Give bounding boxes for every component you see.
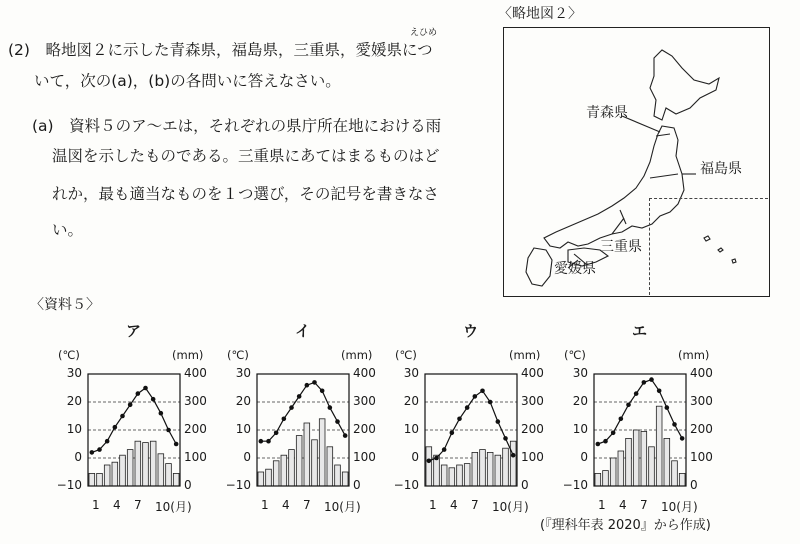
precip-bar xyxy=(595,473,601,486)
right-unit-label: (mm) xyxy=(341,348,373,362)
right-unit-label: (mm) xyxy=(678,348,710,362)
precip-bar xyxy=(649,447,655,486)
month-tick-label: 1 xyxy=(261,498,269,512)
precip-bar xyxy=(664,438,670,486)
temp-point xyxy=(266,439,271,444)
temp-point xyxy=(450,431,455,436)
temp-point xyxy=(305,383,310,388)
chart-title-1: ア xyxy=(126,322,142,340)
precip-bar xyxy=(266,469,272,486)
climate-chart-1 xyxy=(87,373,181,487)
precip-bar xyxy=(626,438,632,486)
temp-point xyxy=(335,419,340,424)
furigana-ehime: えひめ xyxy=(410,28,438,38)
month-tick-label: 10(月) xyxy=(155,500,192,514)
left-tick-label: 0 xyxy=(243,450,251,464)
temp-point xyxy=(343,433,348,438)
temp-point xyxy=(665,405,670,410)
temp-point xyxy=(596,442,601,447)
japan-map xyxy=(503,27,770,297)
left-unit-label: (℃) xyxy=(395,348,417,362)
right-tick-label: 0 xyxy=(690,478,698,492)
precip-bar xyxy=(104,465,110,486)
left-tick-label: −10 xyxy=(56,478,82,492)
left-tick-label: 30 xyxy=(403,366,419,380)
precip-bar xyxy=(120,455,126,486)
temp-point xyxy=(136,391,141,396)
right-tick-label: 400 xyxy=(690,366,713,380)
precip-bar xyxy=(150,441,156,486)
temp-point xyxy=(480,389,485,394)
temp-point xyxy=(320,389,325,394)
temp-line xyxy=(92,388,176,452)
precip-bar xyxy=(97,473,103,486)
precip-bar xyxy=(304,423,310,486)
question-line-4: 温図を示したものである。三重県にあてはまるものはど xyxy=(52,147,440,165)
source-note: (『理科年表 2020』から作成) xyxy=(540,518,711,533)
left-tick-label: 0 xyxy=(74,450,82,464)
precip-bar xyxy=(487,452,493,486)
precip-bar xyxy=(449,468,455,486)
right-unit-label: (mm) xyxy=(172,348,204,362)
left-unit-label: (℃) xyxy=(227,348,249,362)
precip-bar xyxy=(610,458,616,486)
precip-bar xyxy=(327,447,333,486)
precip-bar xyxy=(633,430,639,486)
left-tick-label: 20 xyxy=(66,394,82,408)
month-tick-label: 1 xyxy=(429,498,437,512)
precip-bar xyxy=(441,465,447,486)
month-tick-label: 7 xyxy=(471,498,479,512)
temp-point xyxy=(672,422,677,427)
left-tick-label: 10 xyxy=(66,422,82,436)
temp-point xyxy=(680,436,685,441)
temp-point xyxy=(649,377,654,382)
left-tick-label: 20 xyxy=(572,394,588,408)
precip-bar xyxy=(672,461,678,486)
month-tick-label: 10(月) xyxy=(492,500,529,514)
label-mie: 三重県 xyxy=(600,239,642,255)
temp-point xyxy=(434,456,439,461)
precip-bar xyxy=(296,436,302,486)
precip-bar xyxy=(166,464,172,486)
temp-point xyxy=(151,397,156,402)
question-line-6: い。 xyxy=(52,221,84,239)
chart-title-2: イ xyxy=(295,322,311,340)
month-tick-label: 7 xyxy=(640,498,648,512)
right-tick-label: 200 xyxy=(521,422,544,436)
temp-point xyxy=(289,405,294,410)
temp-point xyxy=(174,442,179,447)
month-tick-label: 10(月) xyxy=(661,500,698,514)
right-tick-label: 300 xyxy=(690,394,713,408)
chart-title-4: エ xyxy=(632,322,648,340)
precip-bar xyxy=(641,431,647,486)
temp-point xyxy=(465,405,470,410)
temp-point xyxy=(603,439,608,444)
month-tick-label: 4 xyxy=(113,498,121,512)
precip-bar xyxy=(258,472,264,486)
temp-point xyxy=(657,389,662,394)
temp-point xyxy=(312,380,317,385)
month-tick-label: 4 xyxy=(282,498,290,512)
right-unit-label: (mm) xyxy=(509,348,541,362)
left-tick-label: 10 xyxy=(403,422,419,436)
right-tick-label: 300 xyxy=(184,394,207,408)
question-line-2: いて，次の(a)，(b)の各問いに答えなさい。 xyxy=(34,72,341,90)
precip-bar xyxy=(464,464,470,486)
question-line-5: れか，最も適当なものを１つ選び，その記号を書きなさ xyxy=(52,185,439,203)
temp-point xyxy=(328,405,333,410)
right-tick-label: 200 xyxy=(353,422,376,436)
precip-bar xyxy=(679,473,685,486)
left-tick-label: 10 xyxy=(235,422,251,436)
precip-bar xyxy=(89,473,95,486)
temp-point xyxy=(120,414,125,419)
precip-bar xyxy=(273,461,279,486)
precip-bar xyxy=(495,455,501,486)
month-tick-label: 7 xyxy=(303,498,311,512)
left-tick-label: 20 xyxy=(403,394,419,408)
right-tick-label: 400 xyxy=(521,366,544,380)
temp-point xyxy=(113,425,118,430)
chart-title-3: ウ xyxy=(463,322,479,340)
left-tick-label: 30 xyxy=(235,366,251,380)
month-tick-label: 4 xyxy=(450,498,458,512)
temp-line xyxy=(261,382,345,441)
shiryo-title: 〈資料５〉 xyxy=(30,297,100,313)
precip-bar xyxy=(143,443,149,486)
precip-bar xyxy=(457,465,463,486)
climate-chart-4 xyxy=(593,373,687,487)
right-tick-label: 100 xyxy=(184,450,207,464)
temp-point xyxy=(90,450,95,455)
month-tick-label: 10(月) xyxy=(324,500,361,514)
right-tick-label: 100 xyxy=(353,450,376,464)
right-tick-label: 300 xyxy=(521,394,544,408)
question-line-1: (2) 略地図２に示した青森県，福島県，三重県，愛媛県につ xyxy=(8,41,433,59)
left-tick-label: 30 xyxy=(66,366,82,380)
month-tick-label: 1 xyxy=(598,498,606,512)
right-tick-label: 400 xyxy=(353,366,376,380)
temp-point xyxy=(442,447,447,452)
right-tick-label: 300 xyxy=(353,394,376,408)
precip-bar xyxy=(335,465,341,486)
left-tick-label: 20 xyxy=(235,394,251,408)
temp-point xyxy=(274,431,279,436)
month-tick-label: 7 xyxy=(134,498,142,512)
temp-point xyxy=(457,417,462,422)
label-ehime: 愛媛県 xyxy=(554,261,596,277)
temp-point xyxy=(97,447,102,452)
temp-point xyxy=(611,431,616,436)
label-fukushima: 福島県 xyxy=(700,161,742,177)
temp-point xyxy=(503,436,508,441)
temp-point xyxy=(511,453,516,458)
precip-bar xyxy=(158,454,164,486)
right-tick-label: 0 xyxy=(521,478,529,492)
question-line-3: (a) 資料５のア～エは，それぞれの県庁所在地における雨 xyxy=(32,117,442,135)
precip-bar xyxy=(281,455,287,486)
left-tick-label: 0 xyxy=(411,450,419,464)
right-tick-label: 200 xyxy=(690,422,713,436)
temp-point xyxy=(427,459,432,464)
right-tick-label: 100 xyxy=(690,450,713,464)
temp-line xyxy=(429,391,513,461)
precip-bar xyxy=(426,447,432,486)
left-tick-label: −10 xyxy=(225,478,251,492)
temp-point xyxy=(128,403,133,408)
left-tick-label: 10 xyxy=(572,422,588,436)
temp-point xyxy=(259,439,264,444)
temp-point xyxy=(626,403,631,408)
right-tick-label: 400 xyxy=(184,366,207,380)
precip-bar xyxy=(135,441,141,486)
precip-bar xyxy=(510,441,516,486)
left-tick-label: −10 xyxy=(562,478,588,492)
precip-bar xyxy=(656,406,662,486)
precip-bar xyxy=(289,450,295,486)
right-tick-label: 200 xyxy=(184,422,207,436)
temp-point xyxy=(105,439,110,444)
temp-point xyxy=(634,391,639,396)
temp-point xyxy=(473,394,478,399)
temp-point xyxy=(642,380,647,385)
temp-point xyxy=(159,411,164,416)
precip-bar xyxy=(312,440,318,486)
precip-bar xyxy=(319,419,325,486)
left-tick-label: 0 xyxy=(580,450,588,464)
right-tick-label: 0 xyxy=(353,478,361,492)
precip-bar xyxy=(603,471,609,486)
temp-point xyxy=(143,386,148,391)
precip-bar xyxy=(127,450,133,486)
label-aomori: 青森県 xyxy=(586,105,628,121)
temp-point xyxy=(166,428,171,433)
temp-point xyxy=(619,417,624,422)
precip-bar xyxy=(472,452,478,486)
precip-bar xyxy=(618,451,624,486)
temp-point xyxy=(282,417,287,422)
month-tick-label: 4 xyxy=(619,498,627,512)
temp-point xyxy=(297,394,302,399)
climate-chart-3 xyxy=(424,373,518,487)
temp-point xyxy=(488,400,493,405)
precip-bar xyxy=(112,462,118,486)
right-tick-label: 0 xyxy=(184,478,192,492)
precip-bar xyxy=(342,472,348,486)
precip-bar xyxy=(503,448,509,486)
left-tick-label: 30 xyxy=(572,366,588,380)
map-title: 〈略地図２〉 xyxy=(498,6,582,22)
temp-point xyxy=(496,419,501,424)
temp-line xyxy=(598,380,682,444)
left-tick-label: −10 xyxy=(393,478,419,492)
month-tick-label: 1 xyxy=(92,498,100,512)
climate-chart-2 xyxy=(256,373,350,487)
precip-bar xyxy=(480,450,486,486)
okinawa-inset xyxy=(649,198,768,295)
left-unit-label: (℃) xyxy=(564,348,586,362)
precip-bar xyxy=(173,473,179,486)
right-tick-label: 100 xyxy=(521,450,544,464)
left-unit-label: (℃) xyxy=(58,348,80,362)
